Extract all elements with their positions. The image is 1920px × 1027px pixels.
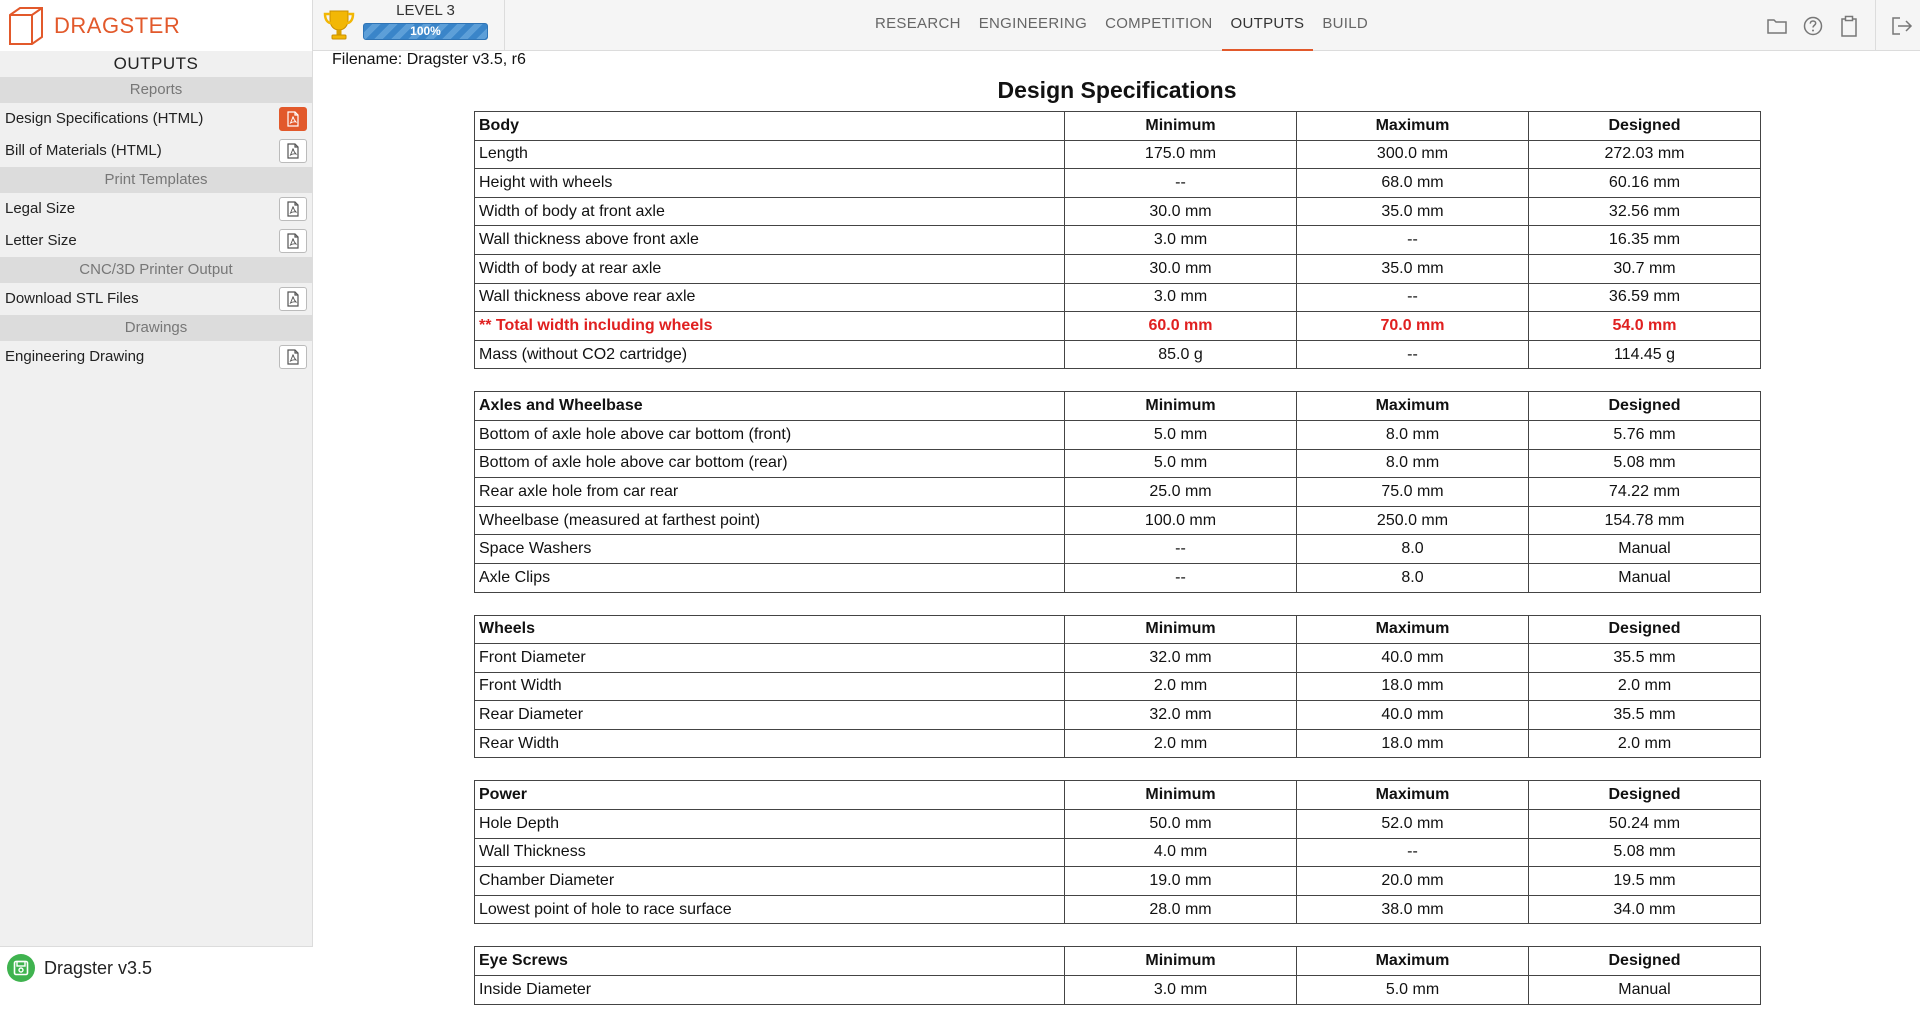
level-indicator — [313, 0, 505, 51]
top-bar — [0, 0, 1920, 51]
table-cell: 32.0 mm — [1065, 701, 1297, 730]
pdf-file-icon — [286, 201, 300, 217]
level-label: LEVEL 3 — [396, 2, 455, 19]
table-row — [475, 506, 1761, 535]
clipboard-button[interactable] — [1831, 0, 1867, 51]
open-document-button[interactable] — [279, 197, 307, 221]
pdf-file-icon — [286, 233, 300, 249]
table-cell: 75.0 mm — [1297, 478, 1529, 507]
table-cell: 68.0 mm — [1297, 169, 1529, 198]
table-cell: 19.0 mm — [1065, 867, 1297, 896]
nav-tab-build[interactable]: BUILD — [1322, 15, 1369, 32]
table-cell: 2.0 mm — [1529, 672, 1761, 701]
table-cell: Rear Diameter — [475, 701, 1065, 730]
table-cell: 18.0 mm — [1297, 672, 1529, 701]
table-cell: 100.0 mm — [1065, 506, 1297, 535]
sidebar-footer — [0, 946, 313, 989]
table-cell: 300.0 mm — [1297, 140, 1529, 169]
sidebar-item-label: Legal Size — [5, 200, 76, 217]
table-cell: 30.7 mm — [1529, 254, 1761, 283]
table-cell: 40.0 mm — [1297, 701, 1529, 730]
column-header: Designed — [1529, 112, 1761, 141]
column-header: Designed — [1529, 615, 1761, 644]
column-header: Wheels — [475, 615, 1065, 644]
save-icon[interactable] — [6, 953, 36, 983]
nav-tab-outputs[interactable]: OUTPUTS — [1222, 0, 1314, 51]
table-row — [475, 283, 1761, 312]
column-header: Maximum — [1297, 781, 1529, 810]
table-cell: 32.0 mm — [1065, 644, 1297, 673]
table-cell: 32.56 mm — [1529, 197, 1761, 226]
column-header: Minimum — [1065, 947, 1297, 976]
sidebar-item[interactable] — [0, 225, 312, 257]
table-header-row — [475, 947, 1761, 976]
open-document-button[interactable] — [279, 229, 307, 253]
table-cell: 3.0 mm — [1065, 976, 1297, 1005]
table-cell: 20.0 mm — [1297, 867, 1529, 896]
folder-icon — [1767, 17, 1787, 35]
pdf-file-icon — [286, 143, 300, 159]
table-cell: 28.0 mm — [1065, 895, 1297, 924]
table-header-row — [475, 615, 1761, 644]
table-row — [475, 867, 1761, 896]
table-cell: Space Washers — [475, 535, 1065, 564]
table-row — [475, 810, 1761, 839]
table-cell: 5.08 mm — [1529, 838, 1761, 867]
clipboard-icon — [1840, 15, 1858, 37]
table-cell: 154.78 mm — [1529, 506, 1761, 535]
table-cell: Manual — [1529, 976, 1761, 1005]
table-cell: 2.0 mm — [1529, 729, 1761, 758]
table-row — [475, 340, 1761, 369]
sidebar-item-label: Download STL Files — [5, 290, 139, 307]
table-cell: 8.0 mm — [1297, 449, 1529, 478]
main-content — [314, 51, 1920, 998]
spec-table — [474, 111, 1761, 369]
table-cell: 25.0 mm — [1065, 478, 1297, 507]
table-cell: Wheelbase (measured at farthest point) — [475, 506, 1065, 535]
table-cell: 30.0 mm — [1065, 197, 1297, 226]
dragster-logo-icon — [6, 5, 46, 47]
column-header: Designed — [1529, 392, 1761, 421]
table-cell: Lowest point of hole to race surface — [475, 895, 1065, 924]
table-cell: Inside Diameter — [475, 976, 1065, 1005]
column-header: Minimum — [1065, 615, 1297, 644]
open-folder-button[interactable] — [1759, 0, 1795, 51]
page-title: Design Specifications — [997, 77, 1237, 103]
table-cell: 8.0 — [1297, 563, 1529, 592]
table-cell: 35.5 mm — [1529, 644, 1761, 673]
logout-button[interactable] — [1884, 0, 1920, 51]
table-cell: 175.0 mm — [1065, 140, 1297, 169]
table-cell: Wall Thickness — [475, 838, 1065, 867]
table-cell: Chamber Diameter — [475, 867, 1065, 896]
table-cell: -- — [1297, 283, 1529, 312]
table-cell: 35.0 mm — [1297, 254, 1529, 283]
pdf-file-icon — [286, 291, 300, 307]
column-header: Designed — [1529, 947, 1761, 976]
table-row — [475, 563, 1761, 592]
table-cell: 5.08 mm — [1529, 449, 1761, 478]
table-cell: 30.0 mm — [1065, 254, 1297, 283]
spec-table — [474, 615, 1761, 759]
table-cell: 2.0 mm — [1065, 672, 1297, 701]
table-cell: 8.0 — [1297, 535, 1529, 564]
sidebar-section-header: Drawings — [0, 315, 312, 341]
sidebar-item[interactable] — [0, 283, 312, 315]
project-name: Dragster v3.5 — [44, 957, 153, 978]
open-document-button[interactable] — [279, 107, 307, 131]
table-row — [475, 169, 1761, 198]
table-cell: 272.03 mm — [1529, 140, 1761, 169]
table-cell: 3.0 mm — [1065, 283, 1297, 312]
table-row — [475, 838, 1761, 867]
table-cell: 114.45 g — [1529, 340, 1761, 369]
table-cell: 36.59 mm — [1529, 283, 1761, 312]
open-document-button[interactable] — [279, 287, 307, 311]
table-cell: ** Total width including wheels — [475, 312, 1065, 341]
table-cell: Width of body at front axle — [475, 197, 1065, 226]
column-header: Body — [475, 112, 1065, 141]
table-row — [475, 478, 1761, 507]
column-header: Maximum — [1297, 392, 1529, 421]
table-cell: -- — [1065, 535, 1297, 564]
sidebar-item-label: Design Specifications (HTML) — [5, 110, 204, 127]
table-cell: -- — [1297, 838, 1529, 867]
column-header: Maximum — [1297, 947, 1529, 976]
table-row — [475, 701, 1761, 730]
table-row — [475, 729, 1761, 758]
table-cell: -- — [1065, 169, 1297, 198]
nav-tab-competition[interactable]: COMPETITION — [1105, 15, 1213, 32]
help-button[interactable] — [1795, 0, 1831, 51]
table-cell: 70.0 mm — [1297, 312, 1529, 341]
table-cell: Wall thickness above rear axle — [475, 283, 1065, 312]
spec-table — [474, 946, 1761, 1004]
sidebar-section-header: Reports — [0, 77, 312, 103]
table-cell: Manual — [1529, 563, 1761, 592]
table-row — [475, 140, 1761, 169]
sidebar-section-header: CNC/3D Printer Output — [0, 257, 312, 283]
column-header: Maximum — [1297, 112, 1529, 141]
column-header: Axles and Wheelbase — [475, 392, 1065, 421]
table-row — [475, 895, 1761, 924]
brand-name: DRAGSTER — [54, 12, 181, 38]
spec-tables — [474, 111, 1761, 1027]
table-header-row — [475, 112, 1761, 141]
table-cell: -- — [1297, 340, 1529, 369]
table-cell: 50.24 mm — [1529, 810, 1761, 839]
table-cell: Rear axle hole from car rear — [475, 478, 1065, 507]
table-cell: 74.22 mm — [1529, 478, 1761, 507]
open-document-button[interactable] — [279, 139, 307, 163]
table-cell: Front Width — [475, 672, 1065, 701]
table-cell: 60.16 mm — [1529, 169, 1761, 198]
level-progress-bar — [363, 23, 488, 40]
filename-label: Filename: Dragster v3.5, r6 — [332, 51, 526, 68]
level-progress-label: 100% — [410, 24, 441, 38]
table-cell: 85.0 g — [1065, 340, 1297, 369]
table-cell: 5.0 mm — [1065, 449, 1297, 478]
nav-tab-engineering[interactable]: ENGINEERING — [978, 15, 1088, 32]
table-cell: 35.0 mm — [1297, 197, 1529, 226]
open-document-button[interactable] — [279, 345, 307, 369]
table-cell: 38.0 mm — [1297, 895, 1529, 924]
table-cell: -- — [1297, 226, 1529, 255]
table-header-row — [475, 781, 1761, 810]
toolbar — [1759, 0, 1920, 51]
table-cell: 40.0 mm — [1297, 644, 1529, 673]
nav-tab-research[interactable]: RESEARCH — [875, 15, 961, 32]
table-cell: Width of body at rear axle — [475, 254, 1065, 283]
table-cell: 3.0 mm — [1065, 226, 1297, 255]
column-header: Minimum — [1065, 781, 1297, 810]
table-cell: Front Diameter — [475, 644, 1065, 673]
table-cell: 5.0 mm — [1297, 976, 1529, 1005]
table-cell: 35.5 mm — [1529, 701, 1761, 730]
table-row — [475, 197, 1761, 226]
brand[interactable] — [0, 0, 313, 51]
pdf-file-icon — [286, 349, 300, 365]
table-cell: 18.0 mm — [1297, 729, 1529, 758]
table-cell: 60.0 mm — [1065, 312, 1297, 341]
table-cell: Length — [475, 140, 1065, 169]
sidebar-item[interactable] — [0, 341, 312, 373]
table-cell: 250.0 mm — [1297, 506, 1529, 535]
spec-table — [474, 780, 1761, 924]
column-header: Power — [475, 781, 1065, 810]
table-cell: 19.5 mm — [1529, 867, 1761, 896]
sidebar-item[interactable] — [0, 103, 312, 135]
sidebar-item-label: Letter Size — [5, 232, 77, 249]
table-cell: 34.0 mm — [1529, 895, 1761, 924]
table-cell: 5.0 mm — [1065, 420, 1297, 449]
sidebar-title: OUTPUTS — [113, 54, 199, 73]
table-row — [475, 644, 1761, 673]
table-cell: Manual — [1529, 535, 1761, 564]
table-row — [475, 312, 1761, 341]
table-cell: Wall thickness above front axle — [475, 226, 1065, 255]
trophy-icon — [321, 7, 357, 43]
sidebar-sections — [0, 77, 312, 373]
sidebar-item-label: Bill of Materials (HTML) — [5, 142, 162, 159]
table-row — [475, 226, 1761, 255]
table-header-row — [475, 392, 1761, 421]
table-cell: Mass (without CO2 cartridge) — [475, 340, 1065, 369]
table-cell: 5.76 mm — [1529, 420, 1761, 449]
table-cell: Hole Depth — [475, 810, 1065, 839]
table-cell: 50.0 mm — [1065, 810, 1297, 839]
main-nav — [866, 0, 1377, 51]
toolbar-divider — [1875, 0, 1876, 51]
table-cell: Bottom of axle hole above car bottom (rear) — [475, 449, 1065, 478]
sidebar-item-label: Engineering Drawing — [5, 348, 145, 365]
logout-icon — [1891, 16, 1913, 36]
table-row — [475, 449, 1761, 478]
column-header: Maximum — [1297, 615, 1529, 644]
table-cell: 2.0 mm — [1065, 729, 1297, 758]
table-cell: 54.0 mm — [1529, 312, 1761, 341]
help-icon — [1803, 16, 1823, 36]
table-cell: 4.0 mm — [1065, 838, 1297, 867]
sidebar-item[interactable] — [0, 193, 312, 225]
sidebar-section-header: Print Templates — [0, 167, 312, 193]
table-cell: Rear Width — [475, 729, 1065, 758]
column-header: Eye Screws — [475, 947, 1065, 976]
column-header: Minimum — [1065, 392, 1297, 421]
sidebar — [0, 51, 313, 989]
table-row — [475, 254, 1761, 283]
table-row — [475, 420, 1761, 449]
table-cell: Axle Clips — [475, 563, 1065, 592]
column-header: Designed — [1529, 781, 1761, 810]
table-row — [475, 672, 1761, 701]
table-row — [475, 535, 1761, 564]
table-cell: -- — [1065, 563, 1297, 592]
pdf-file-icon — [286, 111, 300, 127]
sidebar-item[interactable] — [0, 135, 312, 167]
table-row — [475, 976, 1761, 1005]
table-cell: 16.35 mm — [1529, 226, 1761, 255]
table-cell: 52.0 mm — [1297, 810, 1529, 839]
table-cell: Bottom of axle hole above car bottom (front) — [475, 420, 1065, 449]
table-cell: 8.0 mm — [1297, 420, 1529, 449]
column-header: Minimum — [1065, 112, 1297, 141]
table-cell: Height with wheels — [475, 169, 1065, 198]
spec-table — [474, 391, 1761, 592]
